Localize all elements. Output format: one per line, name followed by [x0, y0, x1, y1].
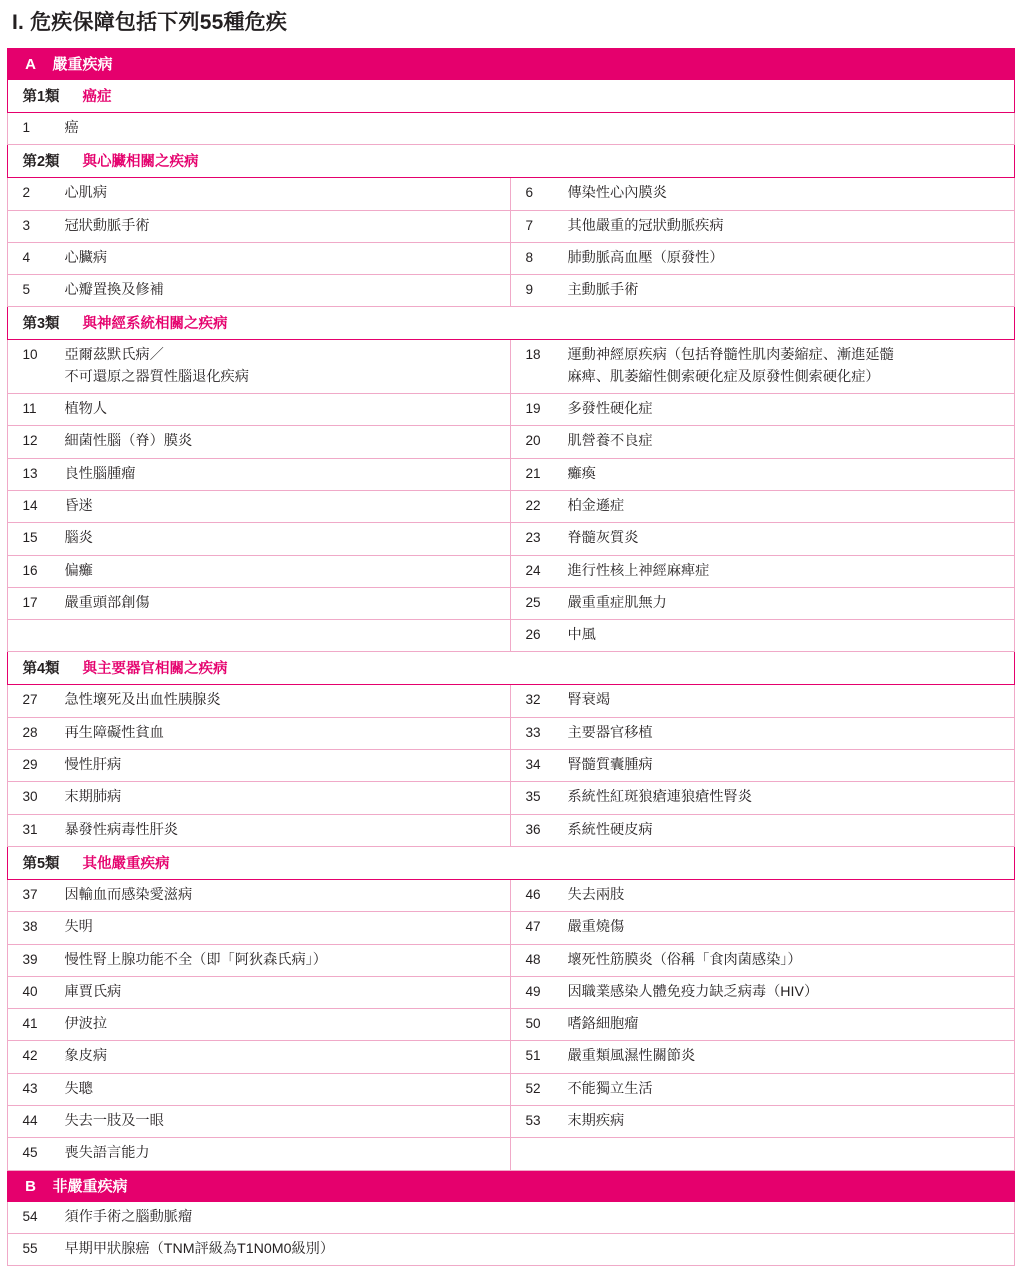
category-header: [8, 307, 1014, 340]
illness-cell-left: [8, 976, 511, 1008]
illness-cell-left: [8, 879, 511, 911]
illness-name: 冠狀動脈手術: [64, 217, 150, 234]
table-row: [8, 912, 1014, 944]
illness-cell-left: [8, 458, 511, 490]
illness-name: 主動脈手術: [567, 282, 639, 299]
illness-number: 24: [525, 562, 541, 578]
illness-cell-left: [8, 587, 511, 619]
illness-cell-left: [8, 1009, 511, 1041]
section-header-row: [8, 1170, 1014, 1201]
illness-number: 23: [525, 530, 541, 546]
section-header: [8, 49, 1014, 80]
illness-number: 35: [525, 789, 541, 805]
illness-number: 3: [22, 217, 31, 233]
illness-cell-left: [8, 178, 511, 210]
section-header-row: [8, 49, 1014, 80]
illness-number: 22: [525, 497, 541, 513]
illness-cell-left: [8, 1073, 511, 1105]
table-row: [8, 717, 1014, 749]
section-letter: A: [25, 56, 36, 73]
illness-number: 11: [22, 401, 37, 417]
table-row: [8, 458, 1014, 490]
illness-name: 暴發性病毒性肝炎: [64, 821, 178, 838]
illness-number: 18: [525, 347, 541, 363]
empty-cell: [8, 620, 511, 652]
illness-number: 50: [525, 1016, 541, 1032]
illness-cell-left: [8, 394, 511, 426]
illness-number: 39: [22, 951, 38, 967]
illness-name: 運動神經原疾病（包括脊髓性肌肉萎縮症、漸進延髓 麻痺、肌萎縮性側索硬化症及原發性側索硬化症）: [567, 347, 894, 385]
category-name: 與心臟相關之疾病: [82, 154, 199, 171]
illness-cell-left: [8, 685, 511, 717]
illness-number: 14: [22, 497, 38, 513]
illness-number: 26: [525, 627, 541, 643]
illness-name: 柏金遜症: [567, 497, 625, 514]
table-row: [8, 1201, 1014, 1233]
illness-name: 壞死性筋膜炎（俗稱「食肉菌感染」）: [567, 951, 802, 968]
illness-number: 4: [22, 249, 31, 265]
illness-name: 伊波拉: [64, 1016, 108, 1033]
table-row: [8, 1138, 1014, 1170]
illness-number: 8: [525, 249, 534, 265]
illness-name: 急性壞死及出血性胰腺炎: [64, 692, 221, 709]
illness-cell-left: [8, 555, 511, 587]
empty-cell: [511, 1138, 1014, 1170]
illness-name: 細菌性腦（脊）膜炎: [64, 433, 193, 450]
table-row: [8, 879, 1014, 911]
illness-number: 29: [22, 757, 38, 773]
illness-number: 31: [22, 821, 38, 837]
illness-name: 腎髓質囊腫病: [567, 757, 653, 774]
illness-name: 系統性紅斑狼瘡連狼瘡性腎炎: [567, 789, 752, 806]
illness-cell-right: [511, 782, 1014, 814]
illness-name: 嚴重燒傷: [567, 919, 625, 936]
illness-number: 52: [525, 1080, 541, 1096]
illness-name: 傳染性心內膜炎: [567, 185, 667, 202]
table-row: [8, 178, 1014, 210]
illness-name: 須作手術之腦動脈瘤: [64, 1208, 193, 1225]
illness-name: 脊髓灰質炎: [567, 530, 639, 547]
illness-cell-right: [511, 490, 1014, 522]
illness-cell-right: [511, 1009, 1014, 1041]
illness-name: 心臟病: [64, 249, 108, 266]
illness-cell-right: [511, 178, 1014, 210]
illness-name: 腎衰竭: [567, 692, 611, 709]
illness-number: 33: [525, 724, 541, 740]
illness-name: 肺動脈高血壓（原發性）: [567, 249, 724, 266]
page-title: I. 危疾保障包括下列55種危疾: [12, 11, 288, 34]
category-name: 其他嚴重疾病: [82, 855, 170, 872]
table-row: [8, 340, 1014, 394]
illness-name: 失明: [64, 919, 93, 936]
illness-number: 42: [22, 1048, 38, 1064]
illness-cell-left: [8, 782, 511, 814]
illness-name: 昏迷: [64, 497, 93, 514]
illness-number: 21: [525, 465, 541, 481]
illness-name: 植物人: [64, 401, 108, 418]
illness-cell-right: [511, 976, 1014, 1008]
illness-cell-right: [511, 555, 1014, 587]
category-number: 第2類: [22, 154, 60, 171]
illness-number: 53: [525, 1113, 541, 1129]
illness-cell-left: [8, 426, 511, 458]
illness-cell-right: [511, 523, 1014, 555]
illness-number: 47: [525, 919, 541, 935]
illness-name: 象皮病: [64, 1048, 108, 1065]
illness-number: 30: [22, 789, 38, 805]
illness-cell-right: [511, 1106, 1014, 1138]
illness-number: 28: [22, 724, 38, 740]
illness-name: 腦炎: [64, 530, 93, 547]
illness-name: 因職業感染人體免疫力缺乏病毒（HIV）: [567, 983, 819, 1000]
illness-cell-full: [8, 113, 1014, 145]
category-number: 第1類: [22, 89, 60, 105]
illness-number: 55: [22, 1240, 38, 1256]
illness-cell-right: [511, 1073, 1014, 1105]
category-number: 第5類: [22, 855, 60, 872]
table-row: [8, 620, 1014, 652]
table-row: [8, 685, 1014, 717]
illness-cell-right: [511, 242, 1014, 274]
illness-number: 37: [22, 886, 38, 902]
illness-number: 20: [525, 433, 541, 449]
illness-cell-right: [511, 275, 1014, 307]
illness-number: 9: [525, 282, 534, 298]
illness-name: 良性腦腫瘤: [64, 465, 136, 482]
table-row: [8, 1041, 1014, 1073]
illness-number: 51: [525, 1048, 541, 1064]
table-row: [8, 782, 1014, 814]
illness-cell-right: [511, 717, 1014, 749]
illness-name: 再生障礙性貧血: [64, 724, 164, 741]
illness-cell-right: [511, 685, 1014, 717]
table-row: [8, 944, 1014, 976]
illness-cell-right: [511, 394, 1014, 426]
category-header-row: [8, 145, 1014, 178]
illness-cell-right: [511, 620, 1014, 652]
illness-number: 41: [22, 1016, 38, 1032]
table-row: [8, 1106, 1014, 1138]
illness-name: 喪失語言能力: [64, 1145, 150, 1162]
illness-name: 嚴重頭部創傷: [64, 594, 150, 611]
illness-cell-right: [511, 912, 1014, 944]
category-header: [8, 652, 1014, 685]
illness-number: 5: [22, 282, 31, 298]
table-row: [8, 587, 1014, 619]
illness-number: 13: [22, 465, 38, 481]
table-row: [8, 976, 1014, 1008]
illness-number: 43: [22, 1080, 38, 1096]
illness-cell-left: [8, 242, 511, 274]
table-row: [8, 490, 1014, 522]
category-header: [8, 80, 1014, 113]
illness-cell-right: [511, 426, 1014, 458]
illness-cell-full: [8, 1201, 1014, 1233]
illness-number: 7: [525, 217, 534, 233]
table-row: [8, 242, 1014, 274]
illness-name: 失聰: [64, 1080, 93, 1097]
illness-number: 34: [525, 757, 541, 773]
illness-name: 肌營養不良症: [567, 433, 653, 450]
category-header-row: [8, 80, 1014, 113]
table-row: [8, 275, 1014, 307]
table-row: [8, 750, 1014, 782]
illness-name: 因輸血而感染愛滋病: [64, 886, 193, 903]
illness-cell-left: [8, 814, 511, 846]
illness-number: 48: [525, 951, 541, 967]
illness-number: 10: [22, 347, 38, 363]
illness-name: 末期肺病: [64, 789, 122, 806]
illness-cell-left: [8, 750, 511, 782]
document-page: [0, 6, 1022, 1266]
illness-cell-left: [8, 1041, 511, 1073]
illness-name: 系統性硬皮病: [567, 821, 653, 838]
illness-name: 嚴重類風濕性關節炎: [567, 1048, 696, 1065]
category-header: [8, 846, 1014, 879]
illness-name: 庫賈氏病: [64, 983, 122, 1000]
illness-cell-left: [8, 523, 511, 555]
illness-name: 中風: [567, 627, 596, 644]
table-row: [8, 523, 1014, 555]
table-row: [8, 210, 1014, 242]
illness-cell-left: [8, 340, 511, 394]
illness-cell-right: [511, 210, 1014, 242]
category-name: 與神經系統相關之疾病: [82, 316, 228, 333]
illness-number: 6: [525, 185, 534, 201]
section-letter: B: [25, 1177, 36, 1195]
illness-number: 12: [22, 433, 38, 449]
illness-cell-left: [8, 944, 511, 976]
category-number: 第4類: [22, 661, 60, 678]
section-label: 嚴重疾病: [52, 56, 113, 73]
illness-cell-left: [8, 275, 511, 307]
illness-cell-left: [8, 912, 511, 944]
illness-name: 偏癱: [64, 562, 93, 579]
illness-number: 25: [525, 594, 541, 610]
illness-cell-right: [511, 879, 1014, 911]
category-header-row: [8, 307, 1014, 340]
illness-name: 慢性肝病: [64, 757, 122, 774]
illness-number: 27: [22, 692, 38, 708]
category-name: 癌症: [82, 89, 112, 105]
category-number: 第3類: [22, 316, 60, 333]
illness-cell-left: [8, 490, 511, 522]
illness-cell-right: [511, 587, 1014, 619]
illness-name: 早期甲狀腺癌（TNM評級為T1N0M0級別）: [64, 1240, 335, 1257]
illness-cell-right: [511, 750, 1014, 782]
illness-name: 主要器官移植: [567, 724, 653, 741]
illness-name: 癌: [64, 120, 79, 136]
illness-name: 心肌病: [64, 185, 108, 202]
illness-cell-left: [8, 210, 511, 242]
illness-number: 1: [22, 120, 31, 135]
illness-number: 38: [22, 919, 38, 935]
illness-cell-full: [8, 1233, 1014, 1265]
table-row: [8, 1009, 1014, 1041]
illness-number: 46: [525, 886, 541, 902]
illness-cell-left: [8, 1138, 511, 1170]
illness-name: 失去兩肢: [567, 886, 625, 903]
illness-name: 心瓣置換及修補: [64, 282, 164, 299]
illness-number: 2: [22, 185, 31, 201]
table-row: [8, 113, 1014, 145]
illness-cell-right: [511, 814, 1014, 846]
section-label: 非嚴重疾病: [52, 1177, 128, 1195]
table-row: [8, 394, 1014, 426]
category-name: 與主要器官相關之疾病: [82, 661, 228, 678]
illness-number: 15: [22, 530, 38, 546]
table-row: [8, 814, 1014, 846]
illness-number: 49: [525, 983, 541, 999]
illness-name: 嚴重重症肌無力: [567, 594, 667, 611]
illness-name: 亞爾茲默氏病／ 不可還原之器質性腦退化疾病: [64, 347, 249, 385]
illness-cell-right: [511, 944, 1014, 976]
illness-name: 末期疾病: [567, 1113, 625, 1130]
illness-number: 40: [22, 983, 38, 999]
illness-name: 多發性硬化症: [567, 401, 653, 418]
illness-cell-right: [511, 1041, 1014, 1073]
table-row: [8, 426, 1014, 458]
illness-name: 慢性腎上腺功能不全（即「阿狄森氏病」）: [64, 951, 327, 968]
illness-name: 其他嚴重的冠狀動脈疾病: [567, 217, 724, 234]
illness-cell-right: [511, 340, 1014, 394]
illness-number: 45: [22, 1145, 38, 1161]
illness-cell-left: [8, 1106, 511, 1138]
illness-number: 44: [22, 1113, 38, 1129]
illness-number: 54: [22, 1208, 38, 1224]
illness-number: 16: [22, 562, 38, 578]
illness-name: 失去一肢及一眼: [64, 1113, 164, 1130]
category-header-row: [8, 846, 1014, 879]
section-header: [8, 1170, 1014, 1201]
category-header: [8, 145, 1014, 178]
category-header-row: [8, 652, 1014, 685]
illness-name: 嗜鉻細胞瘤: [567, 1016, 639, 1033]
illness-number: 32: [525, 692, 541, 708]
illness-cell-right: [511, 458, 1014, 490]
illness-name: 不能獨立生活: [567, 1080, 653, 1097]
table-row: [8, 1233, 1014, 1265]
table-row: [8, 1073, 1014, 1105]
illness-number: 19: [525, 401, 541, 417]
illness-name: 癱瘓: [567, 465, 596, 482]
table-row: [8, 555, 1014, 587]
critical-illness-table: [7, 48, 1014, 1266]
illness-name: 進行性核上神經麻痺症: [567, 562, 710, 579]
illness-number: 36: [525, 821, 541, 837]
illness-cell-left: [8, 717, 511, 749]
illness-number: 17: [22, 594, 38, 610]
